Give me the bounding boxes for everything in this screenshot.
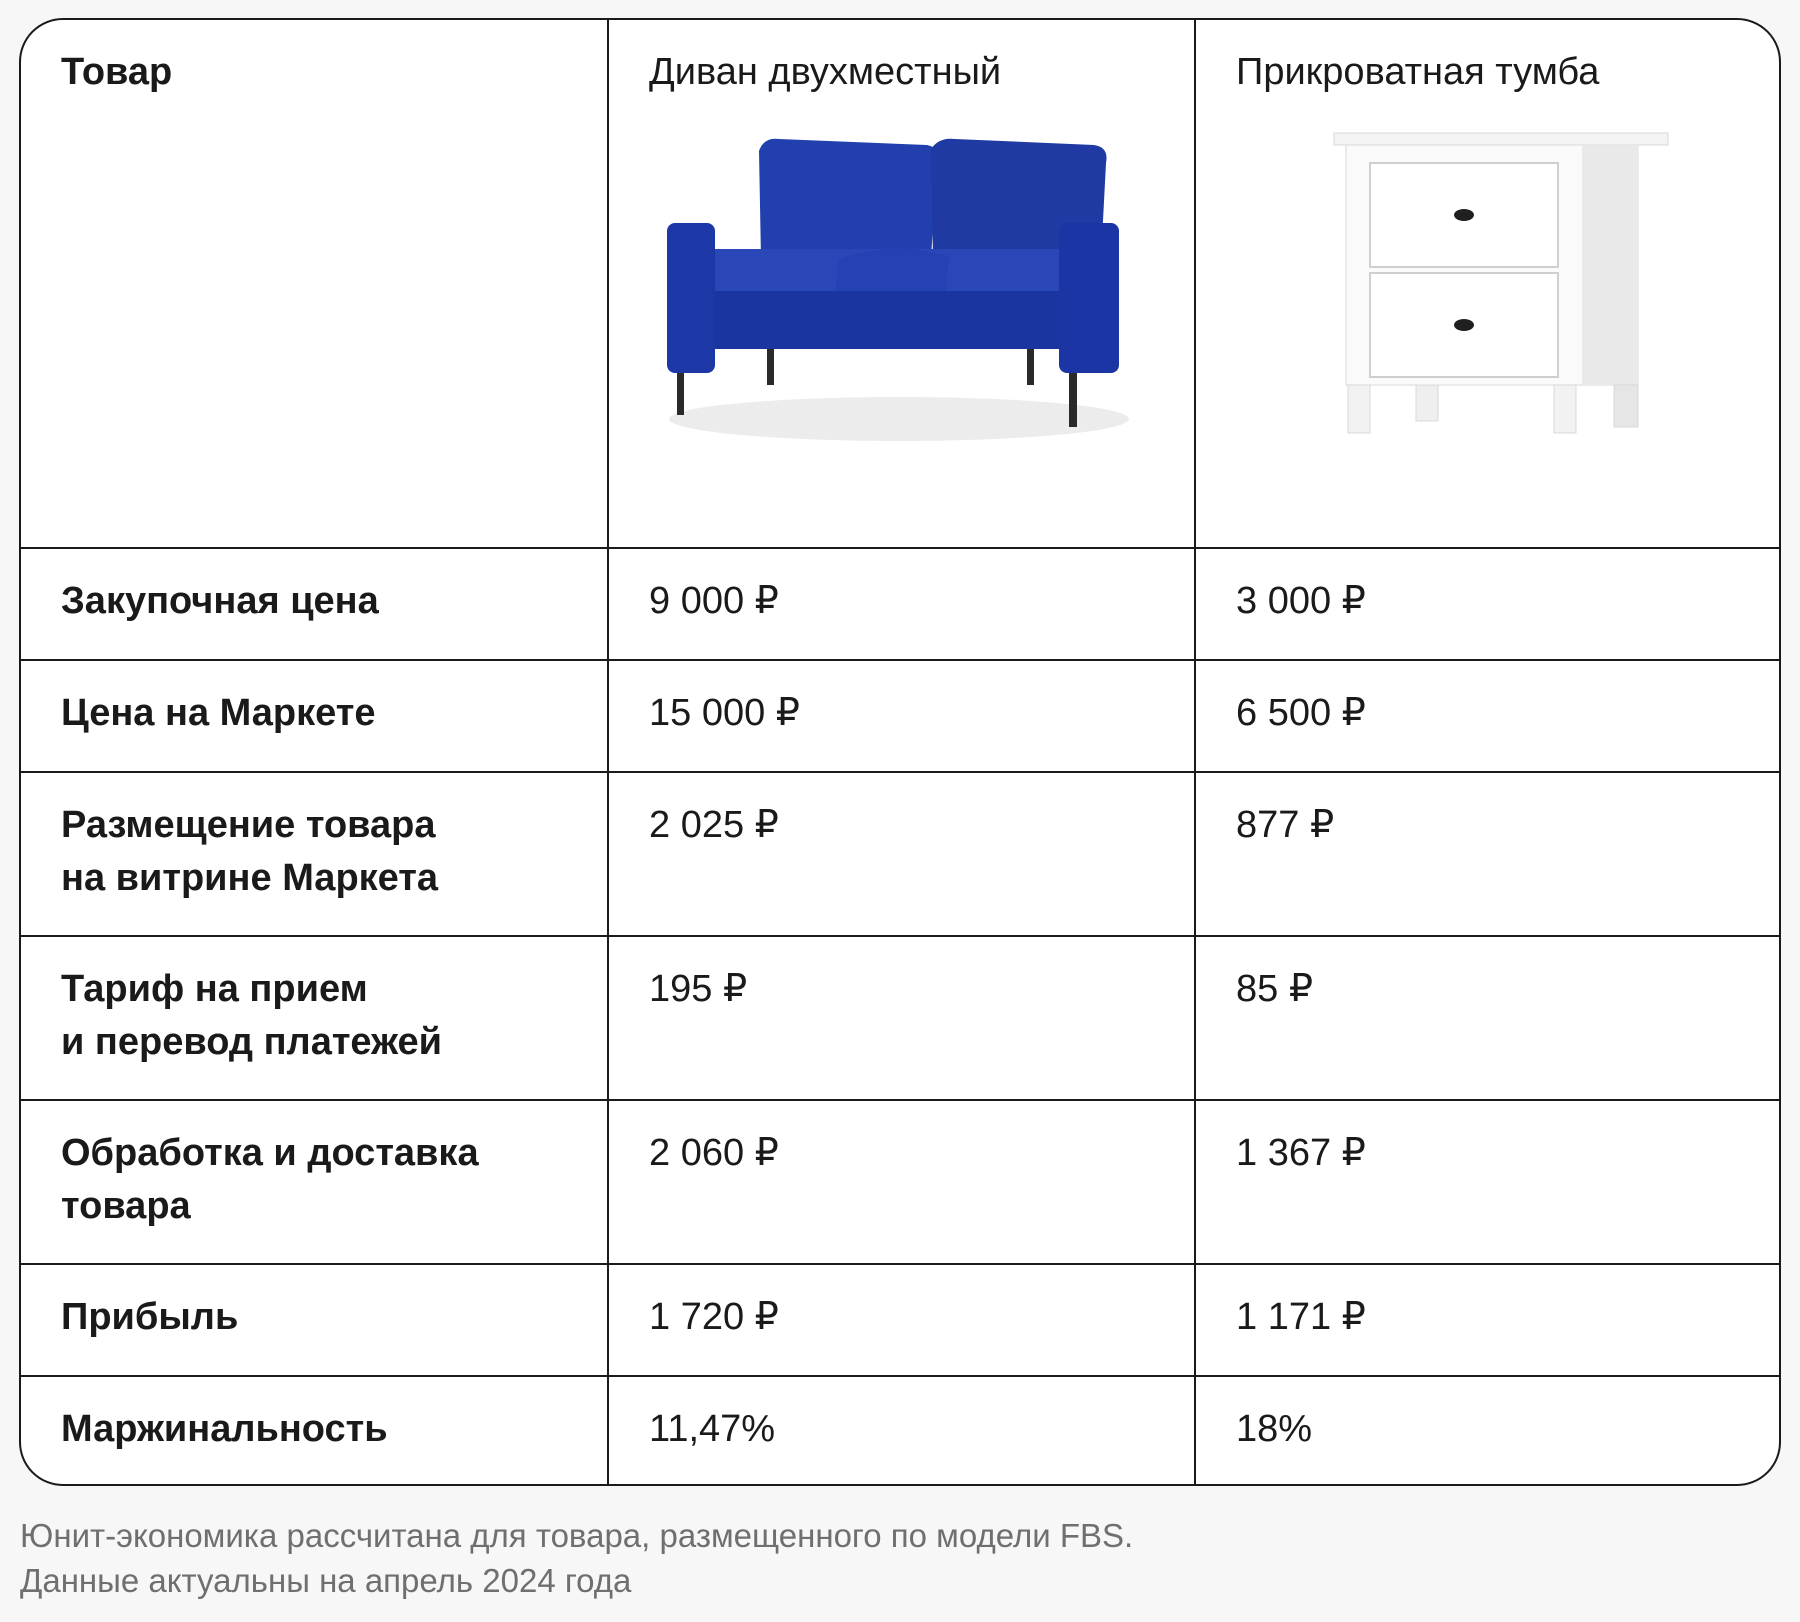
row-label: Прибыль: [21, 1264, 608, 1376]
row-value-nightstand: 18%: [1195, 1376, 1781, 1486]
product-name-sofa: Диван двухместный: [649, 51, 1002, 93]
table-row: [21, 548, 1781, 660]
product-name-nightstand: Прикроватная тумба: [1236, 51, 1600, 93]
table-header-row: [21, 20, 1781, 548]
product-cell-sofa: [608, 20, 1195, 548]
table-row: [21, 1264, 1781, 1376]
row-value-nightstand: 877 ₽: [1195, 772, 1781, 936]
table-row: [21, 936, 1781, 1100]
row-label: Маржинальность: [21, 1376, 608, 1486]
header-label: Товар: [61, 51, 173, 93]
unit-economics-table: [21, 20, 1781, 1486]
table-row: [21, 1100, 1781, 1264]
footnote-line-1: Юнит-экономика рассчитана для товара, размещенного по модели FBS.: [20, 1517, 1134, 1554]
row-value-sofa: 11,47%: [608, 1376, 1195, 1486]
row-label: Размещение товара на витрине Маркета: [21, 772, 608, 936]
row-value-sofa: 1 720 ₽: [608, 1264, 1195, 1376]
row-value-nightstand: 6 500 ₽: [1195, 660, 1781, 772]
row-value-sofa: 9 000 ₽: [608, 548, 1195, 660]
product-cell-nightstand: [1195, 20, 1781, 548]
row-label: Закупочная цена: [21, 548, 608, 660]
nightstand-image: [1236, 119, 1736, 459]
row-value-nightstand: 85 ₽: [1195, 936, 1781, 1100]
row-value-sofa: 195 ₽: [608, 936, 1195, 1100]
table-row: [21, 772, 1781, 936]
row-value-sofa: 2 060 ₽: [608, 1100, 1195, 1264]
row-value-nightstand: 3 000 ₽: [1195, 548, 1781, 660]
row-value-sofa: 15 000 ₽: [608, 660, 1195, 772]
row-label: Тариф на прием и перевод платежей: [21, 936, 608, 1100]
sofa-image: [649, 119, 1149, 449]
table-row: [21, 1376, 1781, 1486]
row-value-nightstand: 1 367 ₽: [1195, 1100, 1781, 1264]
row-label: Обработка и доставка товара: [21, 1100, 608, 1264]
comparison-card: [19, 18, 1781, 1486]
row-label: Цена на Маркете: [21, 660, 608, 772]
header-label-cell: [21, 20, 608, 548]
row-value-nightstand: 1 171 ₽: [1195, 1264, 1781, 1376]
table-row: [21, 660, 1781, 772]
row-value-sofa: 2 025 ₽: [608, 772, 1195, 936]
footnote-line-2: Данные актуальны на апрель 2024 года: [20, 1562, 632, 1599]
footnote: [20, 1513, 1133, 1603]
